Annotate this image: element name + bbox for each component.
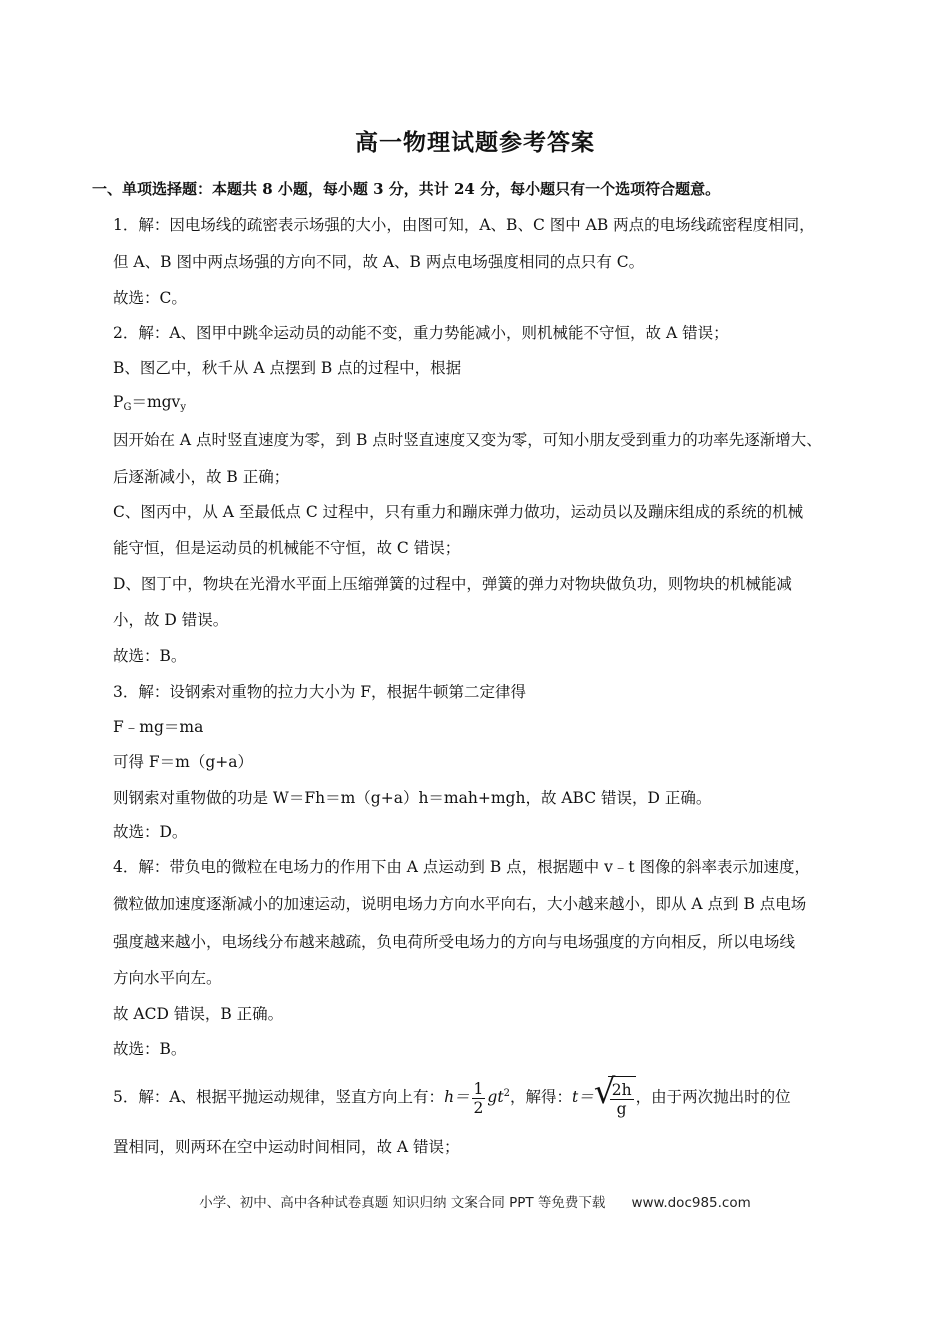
- formula-power: [113, 392, 186, 418]
- formula-t: t＝: [571, 1088, 594, 1107]
- fraction-denominator: 2: [473, 1098, 484, 1117]
- q5-suffix: ，由于两次抛出时的位: [635, 1088, 791, 1107]
- radical-sign-icon: √: [593, 1071, 616, 1112]
- q5-mid: ，解得：: [509, 1088, 572, 1107]
- formula-subscript: G: [123, 402, 132, 413]
- text-line: 故选：D。: [113, 823, 188, 841]
- text-line: 故 ACD 错误，B 正确。: [113, 1005, 284, 1023]
- text-line: 4．解：带负电的微粒在电场力的作用下由 A 点运动到 B 点，根据题中 v﹣t 图像的斜率表示加速度，: [113, 858, 810, 876]
- square-root: [593, 1071, 636, 1121]
- text-line: B、图乙中，秋千从 A 点摆到 B 点的过程中，根据: [113, 359, 462, 377]
- formula-text: ＝mgv: [131, 393, 181, 411]
- text-line: 1．解：因电场线的疏密表示场强的大小，由图可知，A、B、C 图中 AB 两点的电场线疏密程度相同，: [113, 216, 815, 234]
- formula-superscript: 2: [503, 1088, 510, 1099]
- text-line: 方向水平向左。: [113, 969, 222, 987]
- text-line: 故选：B。: [113, 647, 187, 665]
- page-footer: [0, 1191, 950, 1211]
- text-line: 能守恒，但是运动员的机械能不守恒，故 C 错误；: [113, 539, 461, 557]
- formula-symbol: P: [113, 393, 124, 411]
- fraction-numerator: 2h: [611, 1081, 632, 1100]
- text-line: 3．解：设钢索对重物的拉力大小为 F，根据牛顿第二定律得: [113, 683, 527, 701]
- text-line: 小，故 D 错误。: [113, 611, 229, 629]
- text-line: 故选：B。: [113, 1040, 187, 1058]
- text-line: 故选：C。: [113, 289, 187, 307]
- text-line: F﹣mg＝ma: [113, 718, 204, 736]
- formula-lhs: h＝: [444, 1088, 470, 1107]
- fraction: [472, 1080, 486, 1117]
- text-line: 2．解：A、图甲中跳伞运动员的动能不变，重力势能减小，则机械能不守恒，故 A 错误；: [113, 324, 729, 342]
- text-line: 置相同，则两环在空中运动时间相同，故 A 错误；: [113, 1138, 460, 1156]
- text-line: 可得 F＝m（g+a）: [113, 753, 254, 771]
- footer-text: 小学、初中、高中各种试卷真题 知识归纳 文案合同 PPT 等免费下载: [199, 1195, 606, 1211]
- q5-prefix: 5．解：A、根据平抛运动规律，竖直方向上有：: [113, 1088, 445, 1107]
- q5-line: [113, 1072, 791, 1121]
- text-line: C、图丙中，从 A 至最低点 C 过程中，只有重力和蹦床弹力做功，运动员以及蹦床组成的系统的机械: [113, 503, 804, 521]
- text-line: D、图丁中，物块在光滑水平面上压缩弹簧的过程中，弹簧的弹力对物块做负功，则物块的机械能减: [113, 575, 792, 593]
- text-line: 强度越来越小，电场线分布越来越疏，负电荷所受电场力的方向与电场强度的方向相反，所以电场线: [113, 933, 796, 951]
- footer-url[interactable]: www.doc985.com: [631, 1195, 751, 1211]
- section-heading: 一、单项选择题：本题共 8 小题，每小题 3 分，共计 24 分，每小题只有一个选项符合题意。: [92, 180, 721, 198]
- formula-rhs: gt: [487, 1088, 504, 1107]
- text-line: 后逐渐减小，故 B 正确；: [113, 468, 290, 486]
- text-line: 微粒做加速度逐渐减小的加速运动，说明电场力方向水平向右，大小越来越小，即从 A 点到 B 点电场: [113, 895, 807, 913]
- fraction-numerator: 1: [473, 1079, 484, 1098]
- fraction-denominator: g: [616, 1100, 627, 1119]
- formula-subscript: y: [180, 402, 186, 413]
- page-title: 高一物理试题参考答案: [355, 129, 595, 156]
- text-line: 但 A、B 图中两点场强的方向不同，故 A、B 两点电场强度相同的点只有 C。: [113, 253, 645, 271]
- text-line: 则钢索对重物做的功是 W＝Fh＝m（g+a）h＝mah+mgh，故 ABC 错误，D 正确。: [113, 789, 712, 807]
- text-line: 因开始在 A 点时竖直速度为零，到 B 点时竖直速度又变为零，可知小朋友受到重力的功率先逐渐增大、: [113, 431, 822, 449]
